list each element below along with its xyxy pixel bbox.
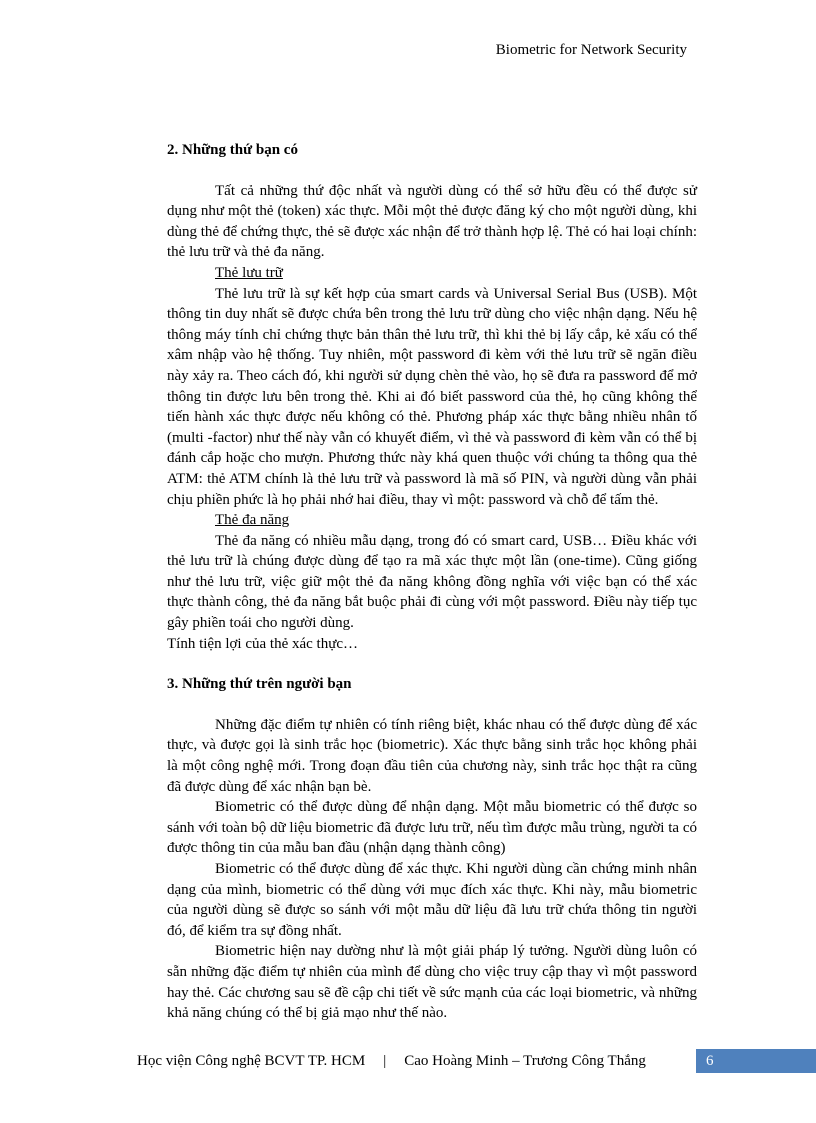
section-3-title: 3. Những thứ trên người bạn [167,676,352,693]
section-2-intro: Tất cả những thứ độc nhất và người dùng có thể sở hữu đều có thể được sử dụng như một thẻ (token) xác thực. Mỗi một thẻ được đăng ký cho một người dùng, khi dùng thẻ để chứng thực, thẻ sẽ được xác nhận để trở thành hợp lệ. Thẻ có hai loại chính: thẻ lưu trữ và thẻ đa năng. [167,182,697,261]
section-3-paragraph: Biometric có thể được dùng để nhận dạng. Một mẫu biometric có thể được so sánh với toàn bộ dữ liệu biometric đã được lưu trữ, nếu tìm được mẫu trùng, người ta có được thông tin của mẫu ban đầu (nhận dạng thành công) [167,799,697,857]
page-number-box [696,1049,816,1073]
running-header: Biometric for Network Security [495,42,687,58]
footer-text [137,1053,646,1070]
page-footer [0,1049,816,1073]
section-3-paragraph: Biometric có thể được dùng để xác thực. Khi người dùng cần chứng minh nhân dạng của mình, biometric có thể dùng với mục đích xác thực. Khi này, mẫu biometric của người dùng sẽ được so sánh với một mẫu dữ liệu đã lưu trữ chứa thông tin người đó, để kiểm tra sự đồng nhất. [167,861,697,939]
page-number: 6 [706,1053,714,1069]
multi-token-paragraph: Thẻ đa năng có nhiều mẫu dạng, trong đó có smart card, USB… Điều khác với thẻ lưu trữ là chúng được dùng để tạo ra mã xác thực một lần (one-time). Cũng giống như thẻ lưu trữ, việc giữ một thẻ đa năng không đồng nghĩa với việc bạn có thể xác thực thành công, thẻ đa năng bắt buộc phải đi cùng với một password. Điều này tiếp tục gây phiền toái cho người dùng. [167,532,697,632]
document-body [167,140,697,1024]
section-3-paragraph: Những đặc điểm tự nhiên có tính riêng biệt, khác nhau có thể được dùng để xác thực, và được gọi là sinh trắc học (biometric). Xác thực bằng sinh trắc học không phải là một công nghệ mới. Trong đoạn đầu tiên của chương này, sinh trắc học thật ra cũng đã được dùng để xác nhận bạn bè. [167,716,697,795]
footer-separator: | [383,1053,387,1069]
multi-token-heading: Thẻ đa năng [215,512,290,529]
section-3-paragraph: Biometric hiện nay dường như là một giải pháp lý tưởng. Người dùng luôn có sẵn những đặc điểm tự nhiên của mình để dùng cho việc truy cập thay vì một password hay thẻ. Các chương sau sẽ đề cập chi tiết về sức mạnh của các loại biometric, và những khả năng chúng có thể bị giả mạo như thế nào. [167,943,697,1022]
footer-institute: Học viện Công nghệ BCVT TP. HCM [137,1053,366,1069]
token-convenience-line: Tính tiện lợi của thẻ xác thực… [167,635,359,652]
footer-authors: Cao Hoàng Minh – Trương Công Thắng [404,1053,646,1069]
section-2-title: 2. Những thứ bạn có [167,142,298,158]
storage-token-paragraph: Thẻ lưu trữ là sự kết hợp của smart cards và Universal Serial Bus (USB). Một thông tin duy nhất sẽ được chứa bên trong thẻ lưu trữ dùng cho việc nhận dạng. Nếu hệ thông máy tính chỉ chứng thực bản thân thẻ lưu trữ, thì khi thẻ bị lấy cắp, kẻ xấu có thể xâm nhập vào hệ thống. Tuy nhiên, một password đi kèm với thẻ lưu trữ sẽ ngăn điều này xảy ra. Theo cách đó, khi người sử dụng chèn thẻ vào, họ sẽ đưa ra password để mở thông tin được lưu bên trong thẻ. Khi ai đó biết password của thẻ, họ cũng không thể tiến hành xác thực được nếu không có thẻ. Phương pháp xác thực bằng nhiều nhân tố (multi -factor) như thế này vẫn có khuyết điểm, vì thẻ và password đi kèm vẫn có thể bị đánh cắp hoặc cho mượn. Phương thức này khá quen thuộc với chúng ta thông qua thẻ ATM: thẻ ATM chính là thẻ lưu trữ và password là mã số PIN, và người dùng vẫn phải chịu phiền phức là họ phải nhớ hai điều, thay vì một: password và chỗ để tấm thẻ. [167,285,697,508]
storage-token-heading: Thẻ lưu trữ [215,264,283,281]
